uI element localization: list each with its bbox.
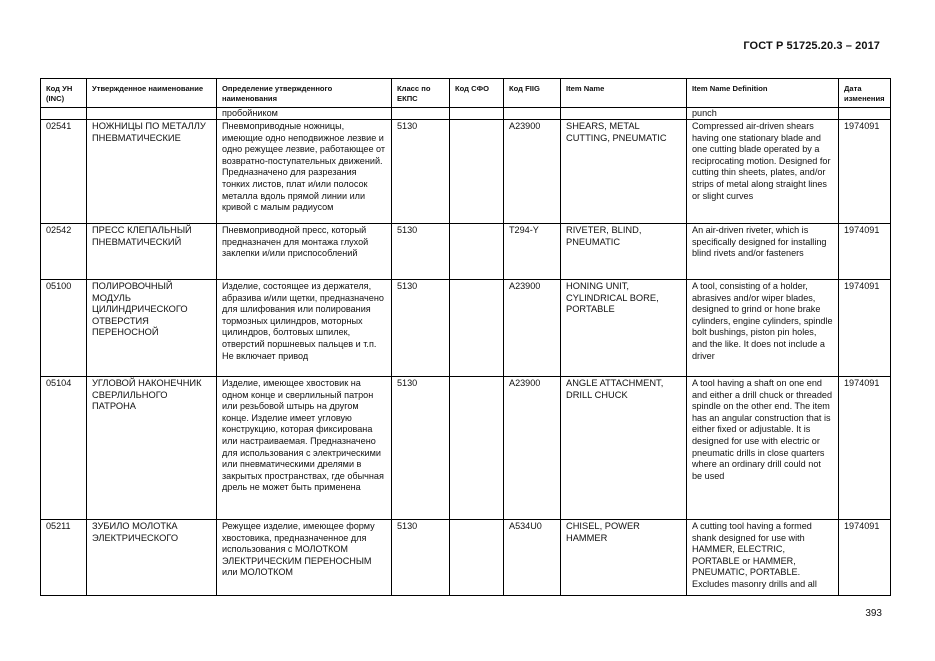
- table-row: [41, 224, 891, 280]
- cell-item-definition: A tool having a shaft on one end and either a drill chuck or threaded spindle on the other end. The item has an angular construction that is either fixed or adjustable. It is designed for use with electric or pneumatic drills in close quarters where an ordinary drill could not be used: [687, 377, 839, 520]
- cell-date: 1974091: [839, 224, 891, 280]
- cell-class: 5130: [392, 120, 450, 224]
- cell-sfo: [450, 280, 504, 377]
- cell-class: 5130: [392, 377, 450, 520]
- table-header-row: [41, 79, 891, 108]
- table-row: [41, 377, 891, 520]
- cell-name: НОЖНИЦЫ ПО МЕТАЛЛУ ПНЕВМАТИЧЕСКИЕ: [87, 120, 217, 224]
- cell-empty: [450, 108, 504, 120]
- table-row: [41, 520, 891, 596]
- cell-inc: 02541: [41, 120, 87, 224]
- cell-fiig: T294-Y: [504, 224, 561, 280]
- cell-name: УГЛОВОЙ НАКОНЕЧНИК СВЕРЛИЛЬНОГО ПАТРОНА: [87, 377, 217, 520]
- cell-definition: Изделие, состоящее из держателя, абразива и/или щетки, предназначено для шлифования или полирования тормозных цилиндров, моторных цилиндров, болтовых шпилек, отверстий поршневых пальцев и т.п. Не включает привод: [217, 280, 392, 377]
- cell-name: ПОЛИРОВОЧНЫЙ МОДУЛЬ ЦИЛИНДРИЧЕСКОГО ОТВЕРСТИЯ ПЕРЕНОСНОЙ: [87, 280, 217, 377]
- column-header-item-name: Item Name: [561, 79, 687, 108]
- column-header-name: Утвержденное наименование: [87, 79, 217, 108]
- cell-class: 5130: [392, 280, 450, 377]
- document-code: ГОСТ Р 51725.20.3 – 2017: [743, 40, 880, 52]
- cell-date: 1974091: [839, 280, 891, 377]
- cell-sfo: [450, 377, 504, 520]
- cell-item-name: SHEARS, METAL CUTTING, PNEUMATIC: [561, 120, 687, 224]
- cell-item-definition: Compressed air-driven shears having one stationary blade and one cutting blade operated by a reciprocating motion. Designed for cutting thin sheets, plates, and/or strips of metal along straight lines or slight curves: [687, 120, 839, 224]
- cell-item-name: ANGLE ATTACHMENT, DRILL CHUCK: [561, 377, 687, 520]
- cell-item-name: RIVETER, BLIND, PNEUMATIC: [561, 224, 687, 280]
- cell-fiig: A23900: [504, 280, 561, 377]
- cell-empty: [41, 108, 87, 120]
- cell-definition: Пневмоприводные ножницы, имеющие одно неподвижное лезвие и одно режущее лезвие, работающее от возвратно-поступательных движений. Предназначено для разрезания тонких листов, плат и/или полосок металла вдоль прямой линии или кривой с малым радиусом: [217, 120, 392, 224]
- cell-date: 1974091: [839, 520, 891, 596]
- column-header-date: Дата изменения: [839, 79, 891, 108]
- cell-empty: [392, 108, 450, 120]
- cell-fiig: A534U0: [504, 520, 561, 596]
- cell-inc: 05100: [41, 280, 87, 377]
- column-header-item-definition: Item Name Definition: [687, 79, 839, 108]
- cell-item-name: CHISEL, POWER HAMMER: [561, 520, 687, 596]
- classification-table: [40, 78, 891, 596]
- cell-inc: 02542: [41, 224, 87, 280]
- table-row: [41, 280, 891, 377]
- cell-item-definition: A tool, consisting of a holder, abrasives and/or wiper blades, designed to grind or hone brake cylinders, engine cylinders, spindle bolt bushings, piston pin holes, and the like. It does not include a driver: [687, 280, 839, 377]
- column-header-sfo: Код СФО: [450, 79, 504, 108]
- cell-date: 1974091: [839, 120, 891, 224]
- cell-item-definition-continued: punch: [687, 108, 839, 120]
- table-row: [41, 120, 891, 224]
- cell-definition: Изделие, имеющее хвостовик на одном конце и сверлильный патрон или резьбовой штырь на другом конце. Изделие имеет угловую конструкцию, которая фиксирована или настраиваемая. Предназначено для использования с электрическими или пневматическими дрелями в закрытых пространствах, где обычная дрель не может быть применена: [217, 377, 392, 520]
- cell-class: 5130: [392, 224, 450, 280]
- cell-sfo: [450, 520, 504, 596]
- cell-date: 1974091: [839, 377, 891, 520]
- column-header-inc: Код УН (INC): [41, 79, 87, 108]
- cell-class: 5130: [392, 520, 450, 596]
- cell-definition: Пневмоприводной пресс, который предназначен для монтажа глухой заклепки и/или приспособлений: [217, 224, 392, 280]
- cell-fiig: A23900: [504, 377, 561, 520]
- cell-item-definition: A cutting tool having a formed shank designed for use with HAMMER, ELECTRIC, PORTABLE or HAMMER, PNEUMATIC, PORTABLE. Excludes masonry drills and all: [687, 520, 839, 596]
- column-header-definition: Определение утвержденного наименования: [217, 79, 392, 108]
- cell-name: ПРЕСС КЛЕПАЛЬНЫЙ ПНЕВМАТИЧЕСКИЙ: [87, 224, 217, 280]
- cell-item-definition: An air-driven riveter, which is specifically designed for installing blind rivets and/or fasteners: [687, 224, 839, 280]
- cell-sfo: [450, 224, 504, 280]
- cell-empty: [561, 108, 687, 120]
- cell-inc: 05211: [41, 520, 87, 596]
- column-header-class: Класс по ЕКПС: [392, 79, 450, 108]
- cell-empty: [839, 108, 891, 120]
- column-header-fiig: Код FIIG: [504, 79, 561, 108]
- cell-item-name: HONING UNIT, CYLINDRICAL BORE, PORTABLE: [561, 280, 687, 377]
- continued-row: [41, 108, 891, 120]
- cell-inc: 05104: [41, 377, 87, 520]
- cell-empty: [87, 108, 217, 120]
- cell-sfo: [450, 120, 504, 224]
- cell-definition: Режущее изделие, имеющее форму хвостовика, предназначенное для использования с МОЛОТКОМ ЭЛЕКТРИЧЕСКИМ ПЕРЕНОСНЫМ или МОЛОТКОМ: [217, 520, 392, 596]
- page-number: 393: [865, 608, 882, 619]
- cell-empty: [504, 108, 561, 120]
- cell-definition-continued: пробойником: [217, 108, 392, 120]
- cell-name: ЗУБИЛО МОЛОТКА ЭЛЕКТРИЧЕСКОГО: [87, 520, 217, 596]
- cell-fiig: A23900: [504, 120, 561, 224]
